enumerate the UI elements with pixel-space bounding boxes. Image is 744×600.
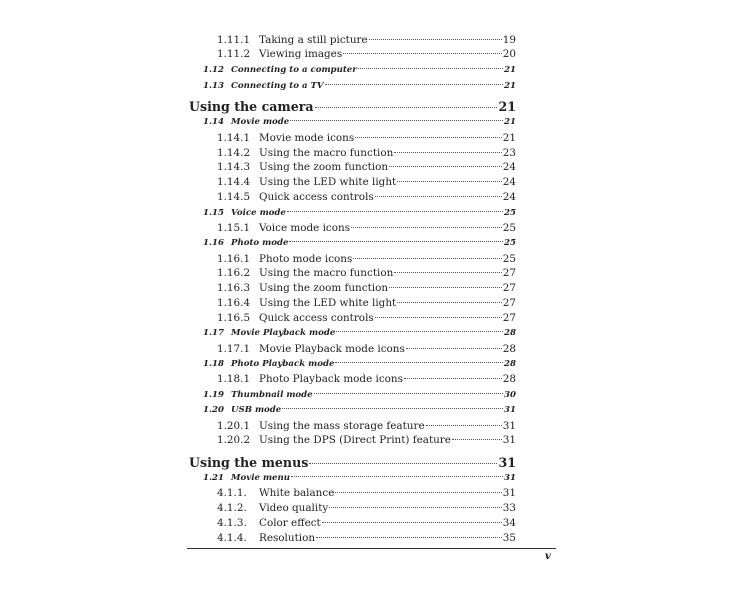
toc-title: Thumbnail mode bbox=[231, 390, 313, 400]
toc-number: 1.16.1 bbox=[217, 253, 251, 265]
toc-title: Movie Playback mode bbox=[231, 328, 336, 338]
toc-entry bbox=[217, 487, 516, 499]
toc-entry bbox=[217, 161, 516, 173]
dot-leader bbox=[351, 227, 502, 228]
toc-number: 1.20.2 bbox=[217, 434, 251, 446]
toc-title: Using the LED white light bbox=[259, 176, 397, 188]
toc-section bbox=[203, 208, 516, 218]
toc-page-number: 33 bbox=[502, 502, 516, 514]
toc-page-number: 30 bbox=[504, 390, 516, 400]
dot-leader bbox=[353, 258, 501, 259]
toc-entry bbox=[217, 282, 516, 294]
toc-page-number: 27 bbox=[502, 297, 516, 309]
toc-title: Using the macro function bbox=[259, 267, 394, 279]
toc-page-number: 24 bbox=[502, 191, 516, 203]
toc-entry bbox=[217, 420, 516, 432]
dot-leader bbox=[369, 39, 502, 40]
toc-entry bbox=[217, 147, 516, 159]
toc-entry bbox=[217, 312, 516, 324]
toc-number: 1.16.3 bbox=[217, 282, 251, 294]
toc-number: 4.1.2. bbox=[217, 502, 247, 514]
toc-title: Photo Playback mode bbox=[231, 359, 335, 369]
toc-entry bbox=[217, 517, 516, 529]
toc-page-number: 27 bbox=[502, 312, 516, 324]
toc-title: Using the mass storage feature bbox=[259, 420, 425, 432]
toc-number: 1.18.1 bbox=[217, 373, 251, 385]
toc-entry bbox=[217, 132, 516, 144]
toc-title: Photo mode icons bbox=[259, 253, 353, 265]
toc-title: Photo mode bbox=[231, 238, 289, 248]
toc-number: 1.19 bbox=[203, 390, 224, 400]
toc-title: Using the camera bbox=[189, 99, 314, 114]
toc-page-number: 25 bbox=[502, 222, 516, 234]
toc-page-number: 31 bbox=[502, 434, 516, 446]
dot-leader bbox=[329, 507, 502, 508]
dot-leader bbox=[322, 522, 502, 523]
dot-leader bbox=[315, 107, 498, 108]
toc-title: Viewing images bbox=[259, 48, 343, 60]
toc-number: 1.18 bbox=[203, 359, 224, 369]
dot-leader bbox=[358, 68, 503, 69]
toc-page-number: 21 bbox=[502, 132, 516, 144]
toc-entry bbox=[217, 34, 516, 46]
toc-number: 1.21 bbox=[203, 473, 224, 483]
footer-rule bbox=[187, 548, 556, 549]
toc-section bbox=[203, 473, 516, 483]
toc-section bbox=[203, 405, 516, 415]
dot-leader bbox=[325, 84, 503, 85]
dot-leader bbox=[336, 331, 503, 332]
toc-title: Quick access controls bbox=[259, 312, 374, 324]
toc-entry bbox=[217, 343, 516, 355]
toc-page-number: 27 bbox=[502, 267, 516, 279]
toc-title: Connecting to a TV bbox=[231, 81, 324, 91]
toc-page-number: 31 bbox=[504, 405, 516, 415]
dot-leader bbox=[316, 537, 502, 538]
toc-page-number: 31 bbox=[502, 487, 516, 499]
dot-leader bbox=[389, 287, 502, 288]
toc-page-number: 35 bbox=[502, 532, 516, 544]
toc-page-number: 24 bbox=[502, 176, 516, 188]
toc-number: 1.20.1 bbox=[217, 420, 251, 432]
page-number: v bbox=[545, 551, 551, 562]
toc-page-number: 34 bbox=[502, 517, 516, 529]
toc-number: 4.1.1. bbox=[217, 487, 247, 499]
toc-entry bbox=[217, 532, 516, 544]
dot-leader bbox=[335, 362, 503, 363]
toc-title: Resolution bbox=[259, 532, 316, 544]
toc-title: Video quality bbox=[259, 502, 329, 514]
toc-title: Color effect bbox=[259, 517, 321, 529]
toc-page-number: 21 bbox=[504, 117, 516, 127]
dot-leader bbox=[397, 181, 502, 182]
toc-page-number: 23 bbox=[502, 147, 516, 159]
toc-page-number: 21 bbox=[504, 81, 516, 91]
toc-title: Movie Playback mode icons bbox=[259, 343, 405, 355]
dot-leader bbox=[289, 241, 503, 242]
toc-entry bbox=[217, 502, 516, 514]
toc-title: Using the DPS (Direct Print) feature bbox=[259, 434, 451, 446]
toc-page-number: 21 bbox=[504, 65, 516, 75]
toc-number: 1.16 bbox=[203, 238, 224, 248]
dot-leader bbox=[314, 393, 503, 394]
toc-page-number: 28 bbox=[502, 373, 516, 385]
dot-leader bbox=[397, 302, 502, 303]
toc-title: Using the zoom function bbox=[259, 282, 389, 294]
toc-page-number: 24 bbox=[502, 161, 516, 173]
toc-number: 1.14 bbox=[203, 117, 224, 127]
dot-leader bbox=[355, 137, 502, 138]
toc-title: Movie mode bbox=[231, 117, 290, 127]
toc-title: Taking a still picture bbox=[259, 34, 368, 46]
toc-number: 1.16.4 bbox=[217, 297, 251, 309]
toc-page-number: 31 bbox=[502, 420, 516, 432]
toc-page-number: 31 bbox=[504, 473, 516, 483]
toc-title: Movie menu bbox=[231, 473, 291, 483]
toc-chapter bbox=[189, 99, 516, 114]
toc-number: 1.20 bbox=[203, 405, 224, 415]
dot-leader bbox=[287, 211, 503, 212]
toc-entry bbox=[217, 434, 516, 446]
toc-title: Using the menus bbox=[189, 455, 309, 470]
dot-leader bbox=[282, 408, 503, 409]
toc-entry bbox=[217, 267, 516, 279]
toc-title: Using the macro function bbox=[259, 147, 394, 159]
toc-number: 1.15 bbox=[203, 208, 224, 218]
toc-title: White balance bbox=[259, 487, 335, 499]
toc-section bbox=[203, 81, 516, 91]
toc-page-number: 28 bbox=[504, 359, 516, 369]
dot-leader bbox=[406, 348, 502, 349]
toc-page-number: 28 bbox=[504, 328, 516, 338]
toc-number: 1.13 bbox=[203, 81, 224, 91]
dot-leader bbox=[426, 425, 502, 426]
toc-title: Connecting to a computer bbox=[231, 65, 357, 75]
toc-title: Voice mode bbox=[231, 208, 286, 218]
dot-leader bbox=[404, 378, 502, 379]
dot-leader bbox=[335, 492, 501, 493]
toc-title: Using the zoom function bbox=[259, 161, 389, 173]
dot-leader bbox=[375, 317, 502, 318]
toc-number: 4.1.3. bbox=[217, 517, 247, 529]
toc-page-number: 28 bbox=[502, 343, 516, 355]
toc-number: 1.11.1 bbox=[217, 34, 251, 46]
toc-title: Movie mode icons bbox=[259, 132, 355, 144]
toc-page-number: 20 bbox=[502, 48, 516, 60]
toc-number: 1.17 bbox=[203, 328, 224, 338]
toc-entry bbox=[217, 191, 516, 203]
dot-leader bbox=[389, 166, 502, 167]
toc-section bbox=[203, 328, 516, 338]
toc-number: 4.1.4. bbox=[217, 532, 247, 544]
toc-section bbox=[203, 65, 516, 75]
toc-title: Quick access controls bbox=[259, 191, 374, 203]
toc-entry bbox=[217, 222, 516, 234]
toc-chapter bbox=[189, 455, 516, 470]
toc-page-number: 25 bbox=[504, 208, 516, 218]
dot-leader bbox=[452, 439, 502, 440]
toc-title: Voice mode icons bbox=[259, 222, 351, 234]
toc-page-number: 25 bbox=[502, 253, 516, 265]
toc-title: Using the LED white light bbox=[259, 297, 397, 309]
dot-leader bbox=[309, 463, 497, 464]
toc-number: 1.16.2 bbox=[217, 267, 251, 279]
toc-page-number: 25 bbox=[504, 238, 516, 248]
toc-number: 1.15.1 bbox=[217, 222, 251, 234]
toc-section bbox=[203, 390, 516, 400]
toc-section bbox=[203, 117, 516, 127]
toc-section bbox=[203, 238, 516, 248]
toc-entry bbox=[217, 176, 516, 188]
dot-leader bbox=[290, 120, 503, 121]
toc-number: 1.16.5 bbox=[217, 312, 251, 324]
toc-number: 1.14.5 bbox=[217, 191, 251, 203]
dot-leader bbox=[394, 152, 501, 153]
toc-page-number: 19 bbox=[502, 34, 516, 46]
toc-entry bbox=[217, 253, 516, 265]
toc-page-number: 31 bbox=[498, 455, 516, 470]
toc-number: 1.14.3 bbox=[217, 161, 251, 173]
toc-page-number: 21 bbox=[498, 99, 516, 114]
toc-entry bbox=[217, 373, 516, 385]
toc-number: 1.12 bbox=[203, 65, 224, 75]
dot-leader bbox=[394, 272, 501, 273]
toc-number: 1.14.1 bbox=[217, 132, 251, 144]
toc-page-number: 27 bbox=[502, 282, 516, 294]
toc-number: 1.14.2 bbox=[217, 147, 251, 159]
toc-entry bbox=[217, 297, 516, 309]
toc-section bbox=[203, 359, 516, 369]
toc-number: 1.11.2 bbox=[217, 48, 251, 60]
toc-title: Photo Playback mode icons bbox=[259, 373, 403, 385]
dot-leader bbox=[291, 476, 503, 477]
toc-number: 1.17.1 bbox=[217, 343, 251, 355]
dot-leader bbox=[375, 196, 502, 197]
toc-number: 1.14.4 bbox=[217, 176, 251, 188]
toc-entry bbox=[217, 48, 516, 60]
toc-title: USB mode bbox=[231, 405, 282, 415]
dot-leader bbox=[343, 53, 502, 54]
